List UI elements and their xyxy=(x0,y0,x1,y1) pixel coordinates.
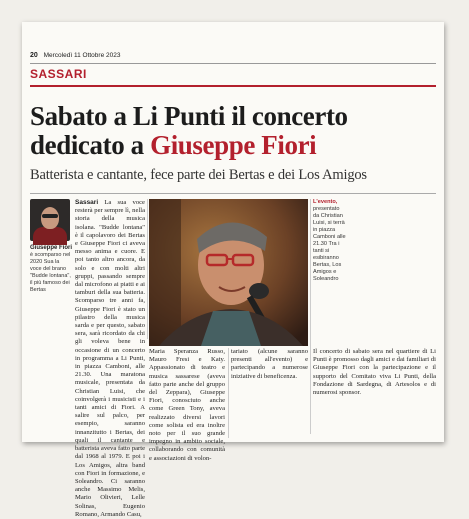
headline-line1: Sabato a Li Punti il concerto xyxy=(30,101,348,131)
headline xyxy=(30,102,445,160)
portrait-photo xyxy=(30,199,70,241)
section-rule xyxy=(30,85,436,87)
event-box-text: presentato da Christian Luisi, si terrà in piazza Camboni alle 21.30 Tra i tanti si esibiranno Bertas, Los Amigos e Soleandro xyxy=(313,206,346,282)
dateline: Sassari xyxy=(75,199,99,206)
headline-line2: dedicato a xyxy=(30,130,151,160)
newspaper-page xyxy=(22,22,444,518)
event-box-title: L'evento, xyxy=(313,199,338,205)
article-column-2: Maria Speranza Russo, Mauro Fresi e Katy. Appassionato di teatro e musica sassarese (aveva fatto parte anche del gruppo del Zeppara), Giuseppe Fiori, conosciuto anche come Green Tony, aveva realizzato diversi lavori come solista ed era inoltre noto per il suo grande impegno in ambito sociale, collaborando con comunità e associazioni di volon- xyxy=(149,348,225,462)
portrait-box xyxy=(30,199,72,294)
portrait-caption-name: Giuseppe Fiori xyxy=(30,245,73,251)
header-rule xyxy=(30,63,436,64)
article-photo xyxy=(149,199,308,346)
event-box xyxy=(313,199,347,283)
portrait-caption-text: è scomparso nel 2020 Sua la voce del brano "Budde lontana", il più famoso dei Bertas xyxy=(30,252,71,293)
column-divider xyxy=(228,348,229,438)
article-column-4: Il concerto di sabato sera nel quartiere di Li Punti è promosso dagli amici e dai familiari di Giuseppe Fiori con la partecipazione e il supporto del Comitato viva Li Punti, della Fondazione di Sardegna, di Artesolos e di numerosi sponsor. xyxy=(313,348,436,397)
article-column-1 xyxy=(75,199,145,519)
section-title: SASSARI xyxy=(30,67,87,81)
headline-rule xyxy=(30,193,436,194)
subheadline: Batterista e cantante, fece parte dei Bertas e dei Los Amigos xyxy=(30,167,367,183)
issue-date: Mercoledì 11 Ottobre 2023 xyxy=(43,52,121,59)
article-column-3: tariato (alcune saranno presenti all'evento) e partecipando a numerose iniziative di beneficenza. xyxy=(231,348,308,380)
article-text-1: La sua voce resterà per sempre lì, nella storia della musica isolana. "Budde lontana" è il capolavoro dei Bertas e Giuseppe Fiori ci aveva messo anima e cuore. E poi tanto altro ancora, da solo e con molti altri gruppi, passando sempre dal microfono ai piatti e ai tamburi della sua batteria. Scomparso tre anni fa, Giuseppe Fiori è stato un pilastro della musica sarda e per questo, sabato sera, sarà ricordato da chi gli voleva bene in occasione di un concerto in programma a Li Punti, in piazza Camboni, alle 21.30. Una maratona musicale, presentata da Christian Luisi, che coinvolgerà i musicisti e i tanti amici di Fiori. A salire sul palco, per esempio, saranno innanzitutto i Bertas, dei quali il cantante e batterista aveva fatto parte dal 1968 al 1979. E poi i Los Amigos, altra band con Fiori in formazione, e Soleandro. Ci saranno anche Massimo Melis, Mario Olivieri, Lelle Solinas, Eugenio Romano, Armando Casu, xyxy=(75,199,145,518)
column-divider xyxy=(310,199,311,434)
page-number: 20 xyxy=(30,52,38,59)
headline-highlight: Giuseppe Fiori xyxy=(150,130,317,160)
column-divider xyxy=(147,199,148,339)
page-header xyxy=(30,52,120,59)
